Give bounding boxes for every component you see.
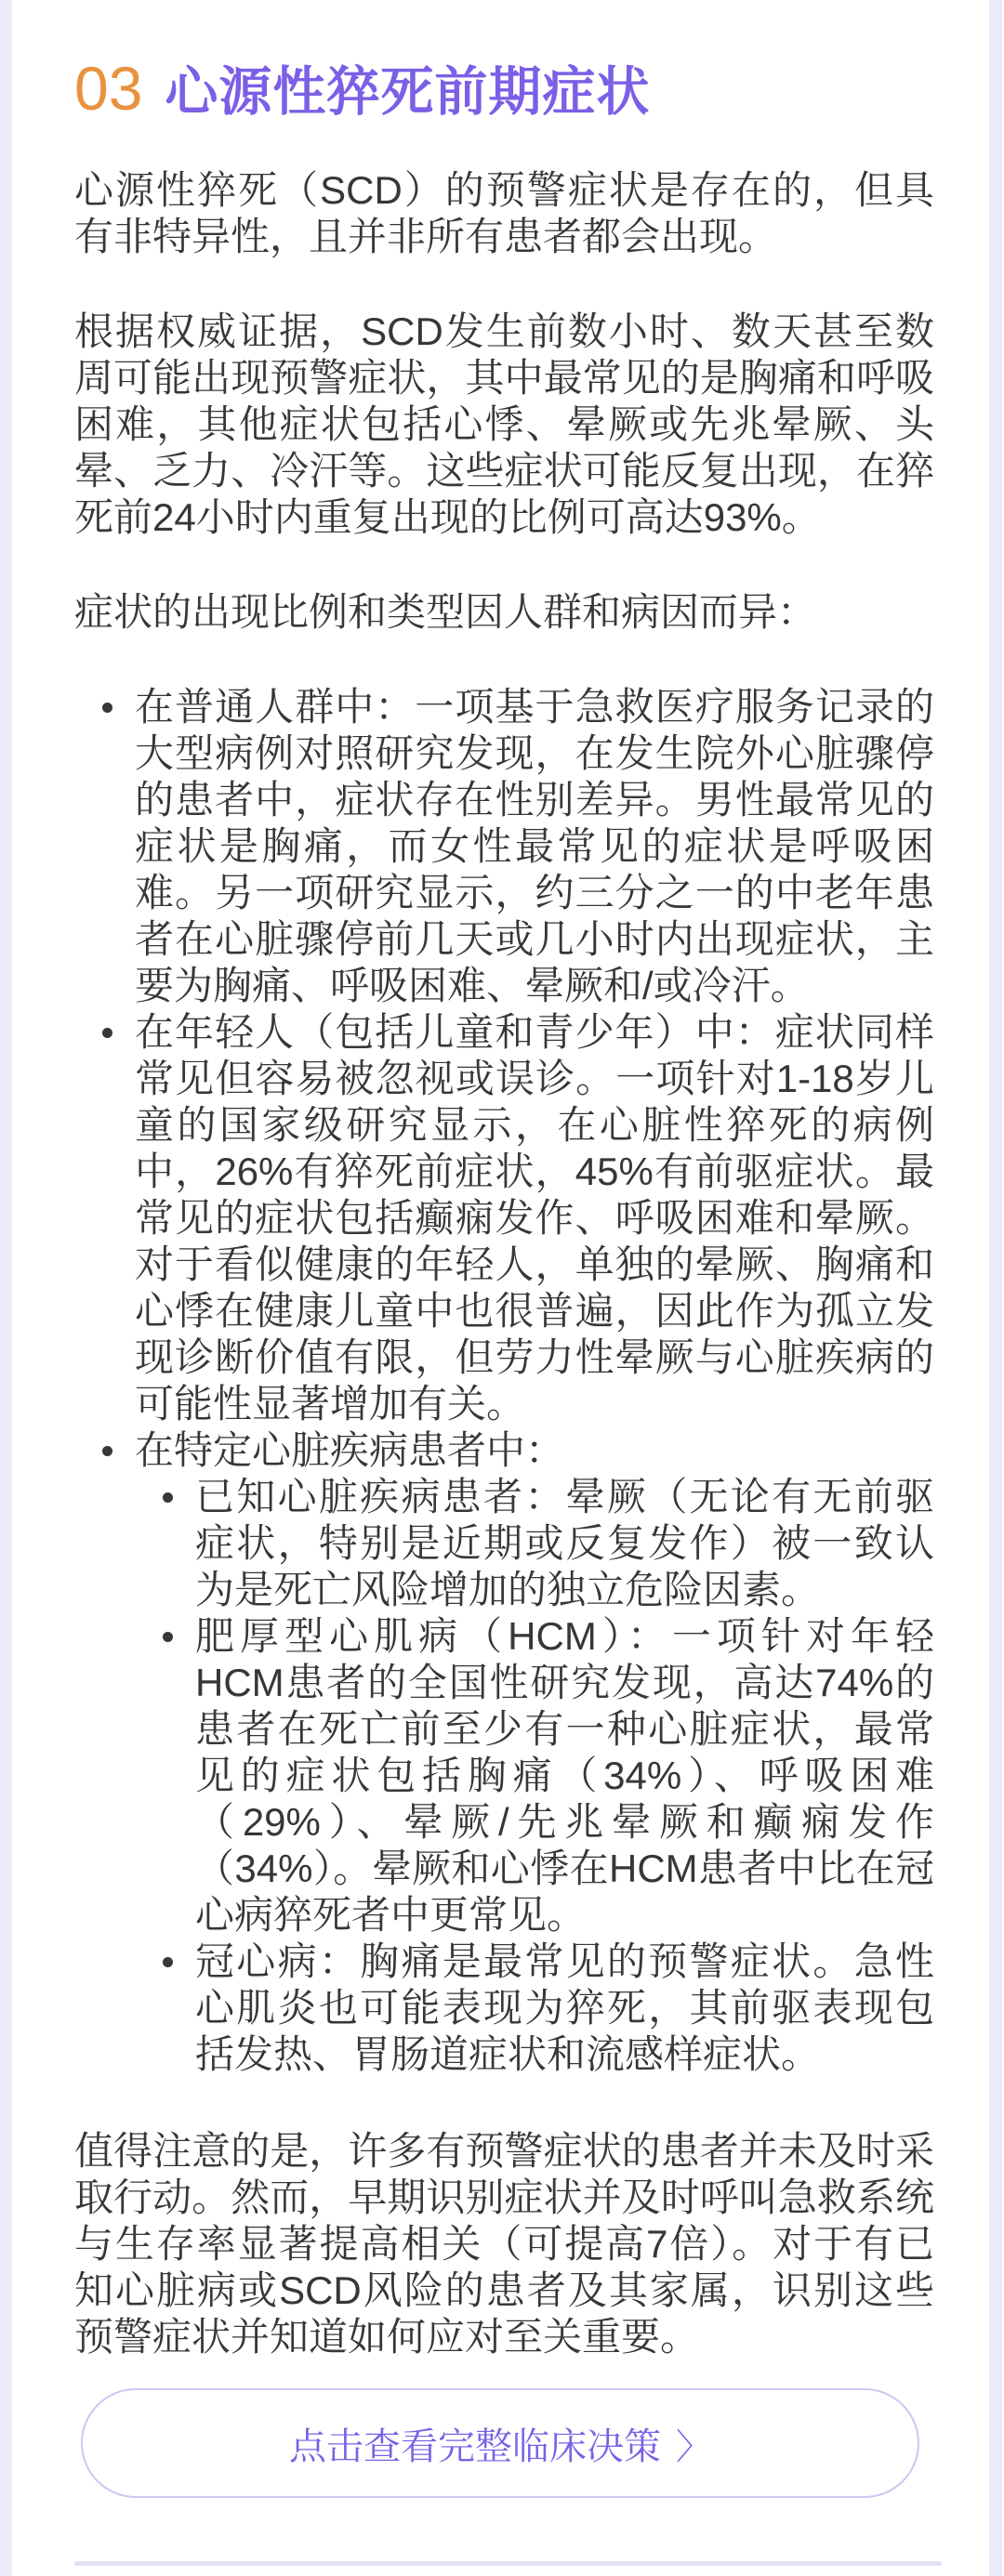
page-right-edge	[989, 0, 1002, 2576]
bullet-specific-heart-disease	[74, 1427, 934, 2078]
intro-paragraph-2: 根据权威证据，SCD发生前数小时、数天甚至数周可能出现预警症状，其中最常见的是胸痛和呼吸困难，其他症状包括心悸、晕厥或先兆晕厥、头晕、乏力、冷汗等。这些症状可能反复出现，在猝死前24小时内重复出现的比例可高达93%。	[74, 309, 934, 539]
bottom-divider	[74, 2561, 942, 2566]
bullet-general-population: 在普通人群中：一项基于急救医疗服务记录的大型病例对照研究发现，在发生院外心脏骤停的患者中，症状存在性别差异。男性最常见的症状是胸痛，而女性最常见的症状是呼吸困难。另一项研究显示，约三分之一的中老年患者在心脏骤停前几天或几小时内出现症状，主要为胸痛、呼吸困难、晕厥和/或冷汗。	[74, 684, 934, 1009]
intro-paragraph-1: 心源性猝死（SCD）的预警症状是存在的，但具有非特异性，且并非所有患者都会出现。	[74, 168, 934, 258]
bullet-young-people: 在年轻人（包括儿童和青少年）中：症状同样常见但容易被忽视或误诊。一项针对1-18岁儿童的国家级研究显示，在心脏性猝死的病例中，26%有猝死前症状，45%有前驱症状。最常见的症状包括癫痫发作、呼吸困难和晕厥。对于看似健康的年轻人，单独的晕厥、胸痛和心悸在健康儿童中也很普遍，因此作为孤立发现诊断价值有限，但劳力性晕厥与心脏疾病的可能性显著增加有关。	[74, 1009, 934, 1427]
bullet-specific-heart-disease-label: 在特定心脏疾病患者中：	[135, 1428, 565, 1472]
page-left-edge	[0, 0, 12, 2576]
section-header	[74, 54, 934, 123]
section-title: 心源性猝死前期症状	[165, 62, 651, 122]
cta-label: 点击查看完整临床决策	[288, 2425, 661, 2467]
sub-bullet-hcm: 肥厚型心肌病（HCM）：一项针对年轻HCM患者的全国性研究发现，高达74%的患者在死亡前至少有一种心脏症状，最常见的症状包括胸痛（34%）、呼吸困难（29%）、晕厥/先兆晕厥和癫痫发作（34%）。晕厥和心悸在HCM患者中比在冠心病猝死者中更常见。	[135, 1613, 934, 1939]
chevron-right-icon: 〉	[675, 2427, 711, 2467]
content-card	[12, 0, 989, 2576]
view-clinical-decision-button[interactable]	[81, 2388, 919, 2498]
section-number: 03	[74, 54, 143, 123]
sub-bullet-coronary-disease: 冠心病：胸痛是最常见的预警症状。急性心肌炎也可能表现为猝死，其前驱表现包括发热、胃肠道症状和流感样症状。	[135, 1939, 934, 2078]
closing-paragraph: 值得注意的是，许多有预警症状的患者并未及时采取行动。然而，早期识别症状并及时呼叫急救系统与生存率显著提高相关（可提高7倍）。对于有已知心脏病或SCD风险的患者及其家属，识别这些预警症状并知道如何应对至关重要。	[74, 2129, 934, 2359]
sub-bullet-known-heart-disease: 已知心脏疾病患者：晕厥（无论有无前驱症状，特别是近期或反复发作）被一致认为是死亡风险增加的独立危险因素。	[135, 1474, 934, 1613]
lead-in-paragraph: 症状的出现比例和类型因人群和病因而异：	[74, 590, 817, 634]
symptom-bullet-list	[74, 684, 934, 2078]
sub-bullet-list	[135, 1474, 934, 2078]
